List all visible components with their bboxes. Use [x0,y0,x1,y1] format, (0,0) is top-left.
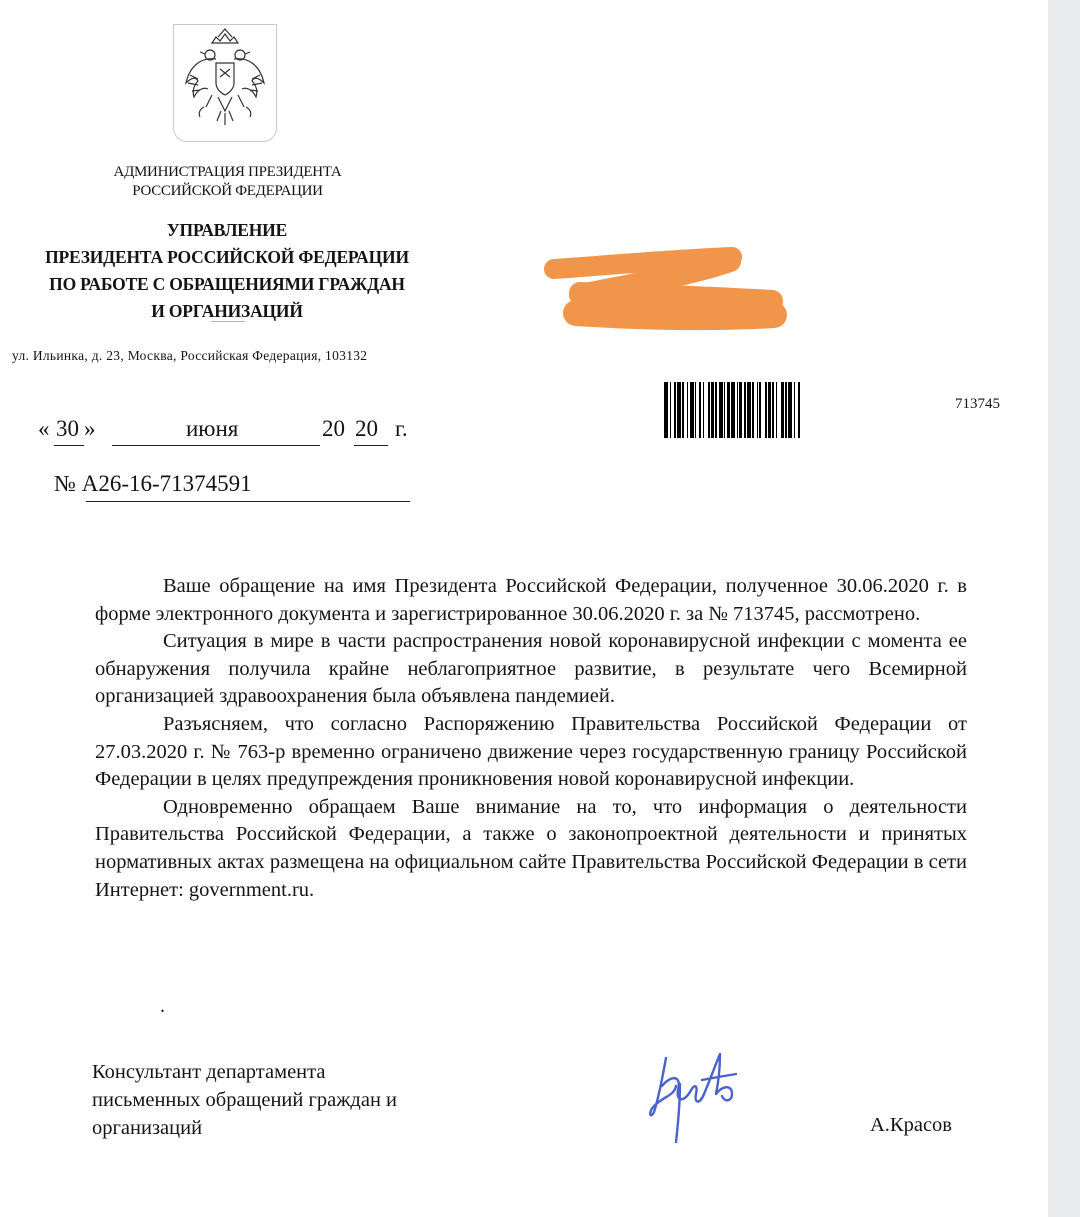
department-header [20,217,434,325]
body-paragraph: Разъясняем, что согласно Распоряжению Правительства Российской Федерации от 27.03.2020 г. № 763-р временно ограничено движение через государственную границу Российской Федерации в целях предупреждения проникновения новой коронавирусной инфекции. [95,712,967,791]
body-paragraph: Ваше обращение на имя Президента Российской Федерации, полученное 30.06.2020 г. в форме электронного документа и зарегистрированное 30.06.2020 г. за № 713745, рассмотрено. [95,575,967,625]
signatory-title [92,1058,397,1142]
signatory-title-line: письменных обращений граждан и [92,1089,398,1111]
date-day-underline [54,445,84,446]
russian-coat-of-arms-icon [173,24,277,142]
department-line: УПРАВЛЕНИЕ [166,220,288,240]
body-paragraph: Одновременно обращаем Ваше внимание на то, что информация о деятельности Правительства Российской Федерации, а также о законопроектной деятельности и принятых нормативных актах размещена на официальном сайте Правительства Российской Федерации в сети Интернет: government.ru. [95,795,967,901]
administration-line2: РОССИЙСКОЙ ФЕДЕРАЦИИ [132,183,323,199]
date-month: июня [186,416,239,441]
date-close-quote: » [84,416,96,441]
administration-line1: АДМИНИСТРАЦИЯ ПРЕЗИДЕНТА [113,164,342,180]
date-year-prefix: 20 [322,416,345,441]
document-date [38,416,418,446]
barcode-number: 713745 [955,396,1000,412]
reference-value: А26-16-71374591 [81,471,252,496]
department-line: ПО РАБОТЕ С ОБРАЩЕНИЯМИ ГРАЖДАН [49,274,405,294]
department-line: И ОРГАНИЗАЦИЙ [151,301,303,321]
date-year-suffix: 20 [355,416,378,441]
redaction-scribble [540,245,790,345]
date-month-underline [112,445,320,446]
reference-number [54,471,414,497]
signatory-name: А.Красов [870,1114,952,1136]
reference-prefix: № [54,471,76,496]
signatory-title-line: Консультант департамента [92,1061,326,1083]
header-divider [211,321,245,322]
date-open-quote: « [38,416,50,441]
reference-underline [86,501,410,502]
handwritten-signature [640,1050,750,1150]
body-paragraph: Ситуация в мире в части распространения новой коронавирусной инфекции с момента ее обнаружения получила крайне неблагоприятное развитие, в результате чего Всемирной организацией здравоохранения была объявлена пандемией. [95,630,967,708]
signatory-title-line: организаций [92,1117,203,1139]
trailing-dot: . [160,995,165,1017]
date-year-word: г. [395,416,408,441]
administration-header [90,163,365,201]
date-day: 30 [56,416,79,441]
page-edge-strip [1048,0,1080,1217]
department-line: ПРЕЗИДЕНТА РОССИЙСКОЙ ФЕДЕРАЦИИ [45,247,409,267]
document-barcode [664,382,936,443]
date-year-underline [354,445,388,446]
sender-address: ул. Ильинка, д. 23, Москва, Российская Федерация, 103132 [12,348,368,363]
letter-body [95,573,967,904]
